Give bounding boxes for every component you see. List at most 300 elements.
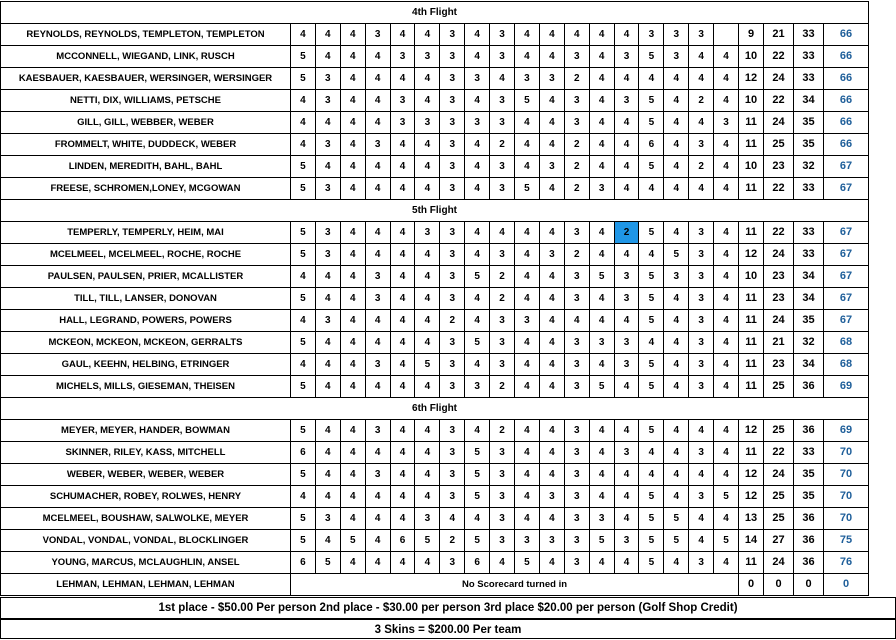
- hole-score: 5: [639, 266, 664, 288]
- team-row: [1, 574, 869, 596]
- net-score: 33: [794, 222, 824, 244]
- hole-score: 3: [689, 354, 714, 376]
- hole-score: 5: [639, 530, 664, 552]
- hole-score: 4: [340, 332, 365, 354]
- net-score: 33: [794, 442, 824, 464]
- hole-score: 3: [315, 90, 340, 112]
- hole-score: 3: [614, 530, 639, 552]
- team-row: [1, 420, 869, 442]
- hole-score: 4: [714, 68, 739, 90]
- hole-score: 3: [490, 508, 515, 530]
- hole-score: 3: [664, 24, 689, 46]
- hole-score: 4: [390, 134, 415, 156]
- hole-score: 4: [664, 134, 689, 156]
- hole-score: 5: [465, 332, 490, 354]
- hole-score: 4: [564, 310, 589, 332]
- hole-score: 4: [539, 266, 564, 288]
- hole-score: 3: [315, 244, 340, 266]
- hole-score: 4: [415, 90, 440, 112]
- hole-score: 4: [515, 508, 540, 530]
- scores-table-body: [1, 2, 869, 596]
- hole-score: 4: [365, 332, 390, 354]
- hole-score: 4: [515, 486, 540, 508]
- hole-score: 3: [564, 222, 589, 244]
- hole-score: 4: [689, 530, 714, 552]
- hole-score: 4: [714, 508, 739, 530]
- hole-score: 4: [714, 266, 739, 288]
- hole-score: 3: [614, 90, 639, 112]
- hole-score: 4: [539, 420, 564, 442]
- hole-score: [714, 24, 739, 46]
- hole-score: 4: [390, 464, 415, 486]
- hole-score: 4: [714, 288, 739, 310]
- hole-score: 5: [639, 508, 664, 530]
- hole-score: 4: [340, 68, 365, 90]
- hole-score: 4: [589, 112, 614, 134]
- hole-score: 3: [539, 68, 564, 90]
- hole-score: 4: [714, 310, 739, 332]
- hole-score: 4: [589, 464, 614, 486]
- net-score: 0: [794, 574, 824, 596]
- net-score: 32: [794, 332, 824, 354]
- hole-score: 3: [564, 46, 589, 68]
- hole-score: 4: [340, 178, 365, 200]
- total-score: 67: [824, 156, 869, 178]
- hole-score: 4: [589, 24, 614, 46]
- hole-score: 4: [315, 332, 340, 354]
- hole-score: 5: [291, 68, 316, 90]
- front-score: 0: [739, 574, 764, 596]
- hole-score: 3: [689, 288, 714, 310]
- hole-score: 3: [440, 156, 465, 178]
- hole-score: 2: [440, 530, 465, 552]
- hole-score: 3: [440, 464, 465, 486]
- hole-score: 4: [415, 178, 440, 200]
- team-name: MICHELS, MILLS, GIESEMAN, THEISEN: [1, 376, 291, 398]
- hole-score: 3: [589, 332, 614, 354]
- front-score: 10: [739, 266, 764, 288]
- hole-score: 3: [440, 376, 465, 398]
- hole-score: 4: [689, 112, 714, 134]
- team-name: LINDEN, MEREDITH, BAHL, BAHL: [1, 156, 291, 178]
- hole-score: 4: [415, 68, 440, 90]
- front-score: 13: [739, 508, 764, 530]
- hole-score: 4: [639, 442, 664, 464]
- no-scorecard-note: No Scorecard turned in: [291, 574, 739, 596]
- hole-score: 5: [291, 288, 316, 310]
- hole-score: 4: [340, 24, 365, 46]
- hole-score: 4: [515, 332, 540, 354]
- hole-score: 5: [465, 464, 490, 486]
- team-name: SCHUMACHER, ROBEY, ROLWES, HENRY: [1, 486, 291, 508]
- team-row: [1, 68, 869, 90]
- hole-score: 4: [365, 508, 390, 530]
- hole-score: 2: [490, 134, 515, 156]
- hole-score: 4: [515, 222, 540, 244]
- hole-score: 3: [564, 266, 589, 288]
- hole-score: 3: [415, 508, 440, 530]
- team-row: [1, 24, 869, 46]
- hole-score: 4: [415, 266, 440, 288]
- hole-score: 4: [365, 530, 390, 552]
- hole-score: 3: [440, 486, 465, 508]
- front-score: 12: [739, 486, 764, 508]
- hole-score: 4: [291, 354, 316, 376]
- hole-score: 4: [315, 112, 340, 134]
- total-score: 70: [824, 464, 869, 486]
- hole-score: 4: [291, 134, 316, 156]
- total-score: 0: [824, 574, 869, 596]
- team-name: FREESE, SCHROMEN,LONEY, MCGOWAN: [1, 178, 291, 200]
- hole-score: 4: [415, 244, 440, 266]
- hole-score: 5: [639, 90, 664, 112]
- hole-score: 5: [291, 420, 316, 442]
- hole-score: 4: [315, 376, 340, 398]
- hole-score: 4: [340, 266, 365, 288]
- hole-score: 4: [589, 222, 614, 244]
- hole-score: 4: [714, 354, 739, 376]
- hole-score: 3: [440, 112, 465, 134]
- hole-score: 4: [291, 112, 316, 134]
- hole-score: 3: [564, 112, 589, 134]
- hole-score: 5: [639, 354, 664, 376]
- hole-score: 5: [291, 46, 316, 68]
- hole-score: 4: [714, 134, 739, 156]
- net-score: 32: [794, 156, 824, 178]
- hole-score: 5: [639, 486, 664, 508]
- scores-table: [0, 1, 869, 596]
- hole-score: 4: [614, 420, 639, 442]
- total-score: 67: [824, 222, 869, 244]
- hole-score: 3: [440, 442, 465, 464]
- team-row: [1, 288, 869, 310]
- hole-score: 4: [589, 486, 614, 508]
- team-row: [1, 222, 869, 244]
- hole-score: 4: [340, 46, 365, 68]
- hole-score: 4: [315, 420, 340, 442]
- hole-score: 4: [291, 486, 316, 508]
- hole-score: 3: [415, 222, 440, 244]
- hole-score: 3: [564, 332, 589, 354]
- hole-score: 4: [465, 134, 490, 156]
- hole-score: 4: [390, 354, 415, 376]
- hole-score: 4: [589, 420, 614, 442]
- hole-score: 4: [564, 24, 589, 46]
- hole-score: 4: [390, 24, 415, 46]
- back-score: 21: [764, 24, 794, 46]
- hole-score: 3: [490, 90, 515, 112]
- hole-score: 5: [315, 552, 340, 574]
- hole-score: 3: [390, 90, 415, 112]
- hole-score: 4: [689, 508, 714, 530]
- hole-score: 4: [340, 134, 365, 156]
- hole-score: 4: [465, 244, 490, 266]
- hole-score: 4: [664, 552, 689, 574]
- hole-score: 4: [589, 68, 614, 90]
- hole-score: 4: [465, 508, 490, 530]
- hole-score: 4: [589, 442, 614, 464]
- hole-score: 4: [714, 376, 739, 398]
- back-score: 23: [764, 354, 794, 376]
- hole-score: 4: [689, 46, 714, 68]
- hole-score: 4: [589, 354, 614, 376]
- hole-score: 5: [639, 112, 664, 134]
- hole-score: 4: [614, 24, 639, 46]
- hole-score: 4: [291, 310, 316, 332]
- team-row: [1, 530, 869, 552]
- net-score: 35: [794, 134, 824, 156]
- hole-score: 4: [291, 266, 316, 288]
- hole-score: 4: [539, 46, 564, 68]
- team-row: [1, 486, 869, 508]
- hole-score: 3: [614, 354, 639, 376]
- hole-score: 3: [440, 68, 465, 90]
- hole-score: 3: [415, 46, 440, 68]
- hole-score: 3: [440, 46, 465, 68]
- hole-score: 5: [714, 486, 739, 508]
- total-score: 66: [824, 134, 869, 156]
- hole-score: 4: [714, 464, 739, 486]
- team-name: PAULSEN, PAULSEN, PRIER, MCALLISTER: [1, 266, 291, 288]
- hole-score: 4: [689, 464, 714, 486]
- hole-score: 3: [440, 420, 465, 442]
- hole-score: 3: [614, 288, 639, 310]
- front-score: 11: [739, 178, 764, 200]
- hole-score: 5: [515, 90, 540, 112]
- hole-score: 4: [589, 310, 614, 332]
- hole-score: 2: [564, 134, 589, 156]
- hole-score: 3: [490, 354, 515, 376]
- hole-score: 3: [315, 178, 340, 200]
- back-score: 22: [764, 46, 794, 68]
- hole-score: 4: [415, 310, 440, 332]
- hole-score: 4: [390, 156, 415, 178]
- hole-score: 4: [315, 442, 340, 464]
- flight-header-row: [1, 2, 869, 24]
- total-score: 69: [824, 420, 869, 442]
- hole-score: 4: [539, 134, 564, 156]
- hole-score: 3: [315, 508, 340, 530]
- hole-score: 3: [689, 486, 714, 508]
- hole-score: 5: [291, 332, 316, 354]
- hole-score: 4: [340, 288, 365, 310]
- front-score: 11: [739, 310, 764, 332]
- team-name: MCCONNELL, WIEGAND, LINK, RUSCH: [1, 46, 291, 68]
- hole-score: 4: [664, 178, 689, 200]
- hole-score: 3: [415, 112, 440, 134]
- hole-score: 4: [390, 222, 415, 244]
- front-score: 11: [739, 332, 764, 354]
- team-name: TILL, TILL, LANSER, DONOVAN: [1, 288, 291, 310]
- hole-score: 3: [440, 332, 465, 354]
- back-score: 25: [764, 508, 794, 530]
- hole-score: 3: [689, 244, 714, 266]
- hole-score: 3: [564, 486, 589, 508]
- hole-score: 3: [564, 530, 589, 552]
- total-score: 76: [824, 552, 869, 574]
- hole-score: 4: [340, 442, 365, 464]
- back-score: 24: [764, 464, 794, 486]
- net-score: 36: [794, 552, 824, 574]
- team-name: TEMPERLY, TEMPERLY, HEIM, MAI: [1, 222, 291, 244]
- hole-score: 4: [390, 332, 415, 354]
- hole-score: 5: [639, 552, 664, 574]
- hole-score: 4: [315, 46, 340, 68]
- hole-score: 2: [490, 288, 515, 310]
- hole-score: 3: [614, 266, 639, 288]
- hole-score: 4: [714, 156, 739, 178]
- hole-score: 3: [440, 24, 465, 46]
- hole-score: 5: [515, 178, 540, 200]
- hole-score: 4: [614, 244, 639, 266]
- hole-score: 3: [390, 112, 415, 134]
- hole-score: 4: [714, 442, 739, 464]
- front-score: 12: [739, 464, 764, 486]
- team-row: [1, 442, 869, 464]
- net-score: 35: [794, 464, 824, 486]
- hole-score: 4: [315, 288, 340, 310]
- hole-score: 4: [614, 376, 639, 398]
- hole-score: 3: [490, 464, 515, 486]
- front-score: 11: [739, 442, 764, 464]
- hole-score: 3: [564, 442, 589, 464]
- hole-score: 3: [365, 288, 390, 310]
- hole-score: 4: [539, 354, 564, 376]
- hole-score: 4: [390, 244, 415, 266]
- total-score: 66: [824, 24, 869, 46]
- hole-score: 4: [340, 222, 365, 244]
- hole-score: 4: [515, 156, 540, 178]
- hole-score: 3: [564, 552, 589, 574]
- team-row: [1, 266, 869, 288]
- hole-score: 5: [639, 310, 664, 332]
- hole-score: 3: [440, 266, 465, 288]
- hole-score: 4: [515, 46, 540, 68]
- hole-score: 3: [365, 420, 390, 442]
- hole-score: 5: [589, 376, 614, 398]
- hole-score: 4: [465, 222, 490, 244]
- hole-score: 4: [465, 288, 490, 310]
- total-score: 68: [824, 332, 869, 354]
- hole-score: 5: [515, 552, 540, 574]
- flight-title: 5th Flight: [1, 200, 869, 222]
- hole-score: 4: [664, 486, 689, 508]
- team-name: MCELMEEL, MCELMEEL, ROCHE, ROCHE: [1, 244, 291, 266]
- hole-score: 3: [365, 266, 390, 288]
- hole-score: 3: [315, 222, 340, 244]
- team-row: [1, 90, 869, 112]
- hole-score: 4: [365, 112, 390, 134]
- hole-score: 4: [639, 464, 664, 486]
- hole-score: 4: [539, 508, 564, 530]
- hole-score: 4: [664, 68, 689, 90]
- hole-score: 4: [340, 376, 365, 398]
- team-row: [1, 112, 869, 134]
- hole-score: 4: [415, 420, 440, 442]
- back-score: 25: [764, 486, 794, 508]
- hole-score: 5: [664, 244, 689, 266]
- back-score: 24: [764, 68, 794, 90]
- hole-score: 4: [340, 354, 365, 376]
- hole-score: 4: [490, 552, 515, 574]
- hole-score: 4: [415, 134, 440, 156]
- hole-score: 5: [291, 376, 316, 398]
- hole-score: 2: [440, 310, 465, 332]
- hole-score: 4: [390, 420, 415, 442]
- hole-score: 3: [664, 46, 689, 68]
- hole-score: 4: [340, 310, 365, 332]
- net-score: 36: [794, 420, 824, 442]
- hole-score: 4: [515, 376, 540, 398]
- hole-score: 3: [365, 134, 390, 156]
- front-score: 12: [739, 244, 764, 266]
- hole-score: 3: [689, 134, 714, 156]
- hole-score: 3: [365, 354, 390, 376]
- hole-score: 4: [515, 442, 540, 464]
- hole-score: 4: [390, 508, 415, 530]
- hole-score: 6: [390, 530, 415, 552]
- hole-score: 2: [490, 376, 515, 398]
- hole-score: 4: [515, 24, 540, 46]
- hole-score: 5: [639, 420, 664, 442]
- hole-score: 4: [664, 464, 689, 486]
- hole-score: 4: [365, 442, 390, 464]
- hole-score: 4: [539, 332, 564, 354]
- net-score: 33: [794, 178, 824, 200]
- hole-score: 4: [639, 244, 664, 266]
- hole-score: 4: [415, 486, 440, 508]
- hole-score: 3: [689, 24, 714, 46]
- hole-score: 4: [440, 508, 465, 530]
- back-score: 22: [764, 222, 794, 244]
- hole-score: 5: [639, 46, 664, 68]
- hole-score: 3: [490, 156, 515, 178]
- net-score: 36: [794, 530, 824, 552]
- hole-score: 3: [440, 222, 465, 244]
- front-score: 11: [739, 222, 764, 244]
- team-name: MCKEON, MCKEON, MCKEON, GERRALTS: [1, 332, 291, 354]
- hole-score: 5: [340, 530, 365, 552]
- hole-score: 3: [440, 178, 465, 200]
- hole-score: 2: [564, 68, 589, 90]
- hole-score: 3: [515, 310, 540, 332]
- hole-score: 3: [539, 486, 564, 508]
- hole-score: 6: [291, 552, 316, 574]
- hole-score: 4: [614, 156, 639, 178]
- back-score: 22: [764, 442, 794, 464]
- hole-score: 3: [689, 310, 714, 332]
- hole-score: 4: [689, 178, 714, 200]
- hole-score: 4: [340, 244, 365, 266]
- hole-score: 3: [564, 90, 589, 112]
- hole-score: 4: [689, 68, 714, 90]
- hole-score: 4: [714, 332, 739, 354]
- hole-score: 4: [589, 288, 614, 310]
- hole-score: 4: [415, 552, 440, 574]
- team-name: SKINNER, RILEY, KASS, MITCHELL: [1, 442, 291, 464]
- hole-score: 4: [614, 68, 639, 90]
- hole-score: 4: [639, 178, 664, 200]
- back-score: 25: [764, 376, 794, 398]
- hole-score: 2: [564, 156, 589, 178]
- team-name: FROMMELT, WHITE, DUDDECK, WEBER: [1, 134, 291, 156]
- hole-score: 3: [515, 530, 540, 552]
- hole-score: 3: [465, 68, 490, 90]
- hole-score: 4: [664, 156, 689, 178]
- hole-score: 3: [614, 332, 639, 354]
- team-row: [1, 354, 869, 376]
- flight-header-row: [1, 200, 869, 222]
